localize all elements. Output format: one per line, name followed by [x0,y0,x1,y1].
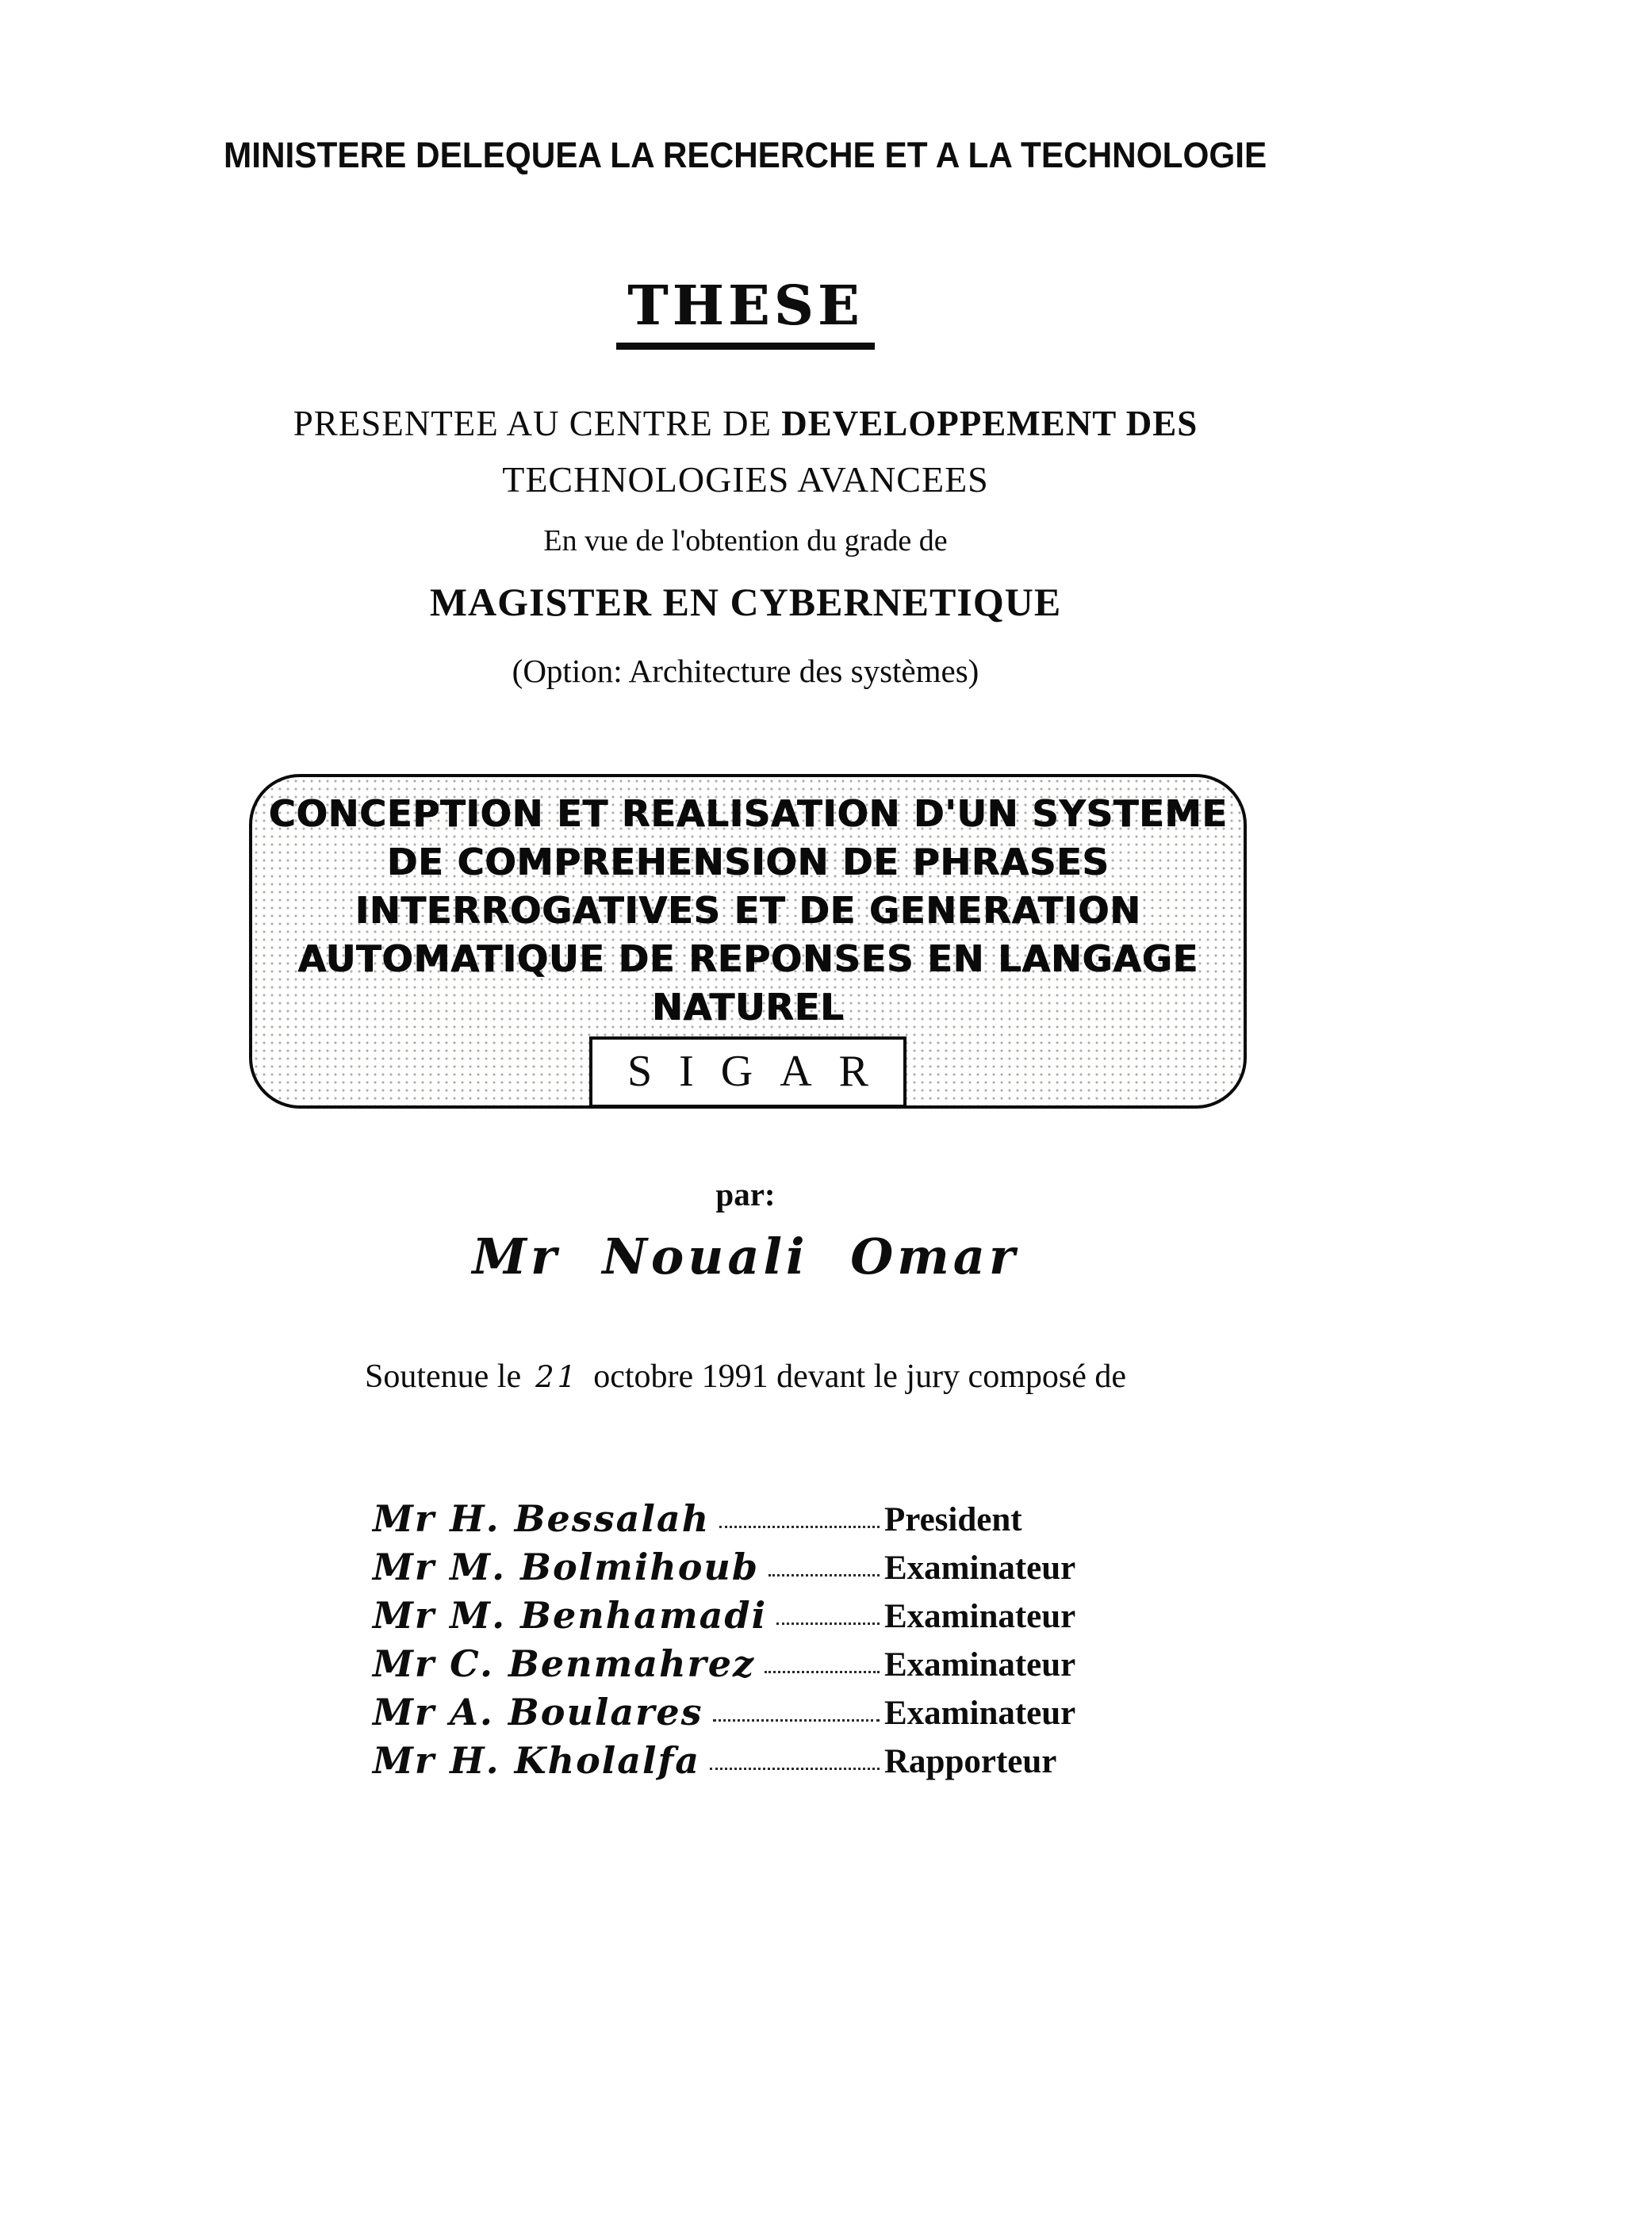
grade-intro-line: En vue de l'obtention du grade de [543,524,948,557]
presented-prefix: PRESENTEE AU CENTRE DE [293,404,782,443]
acronym-box: SIGAR [589,1036,906,1108]
dotted-leader [713,1719,880,1722]
dotted-leader [769,1574,880,1576]
subject-title-box [249,774,1247,1109]
jury-row [373,1731,1122,1780]
jury-list [373,1489,1122,1780]
defense-suffix: octobre 1991 devant le jury composé de [593,1358,1126,1395]
subject-title-line-2: DE COMPREHENSION DE PHRASES [386,841,1110,883]
author-name: Mr Nouali Omar [472,1228,1019,1285]
thesis-title: THESE [616,279,875,350]
jury-member-role: Examinateur [884,1597,1076,1635]
by-label: par: [715,1176,776,1213]
subject-title-line-4: AUTOMATIQUE DE REPONSES EN LANGAGE [297,937,1198,980]
jury-row [373,1634,1122,1683]
jury-member-role: Examinateur [884,1645,1076,1684]
jury-member-name: Mr H. Kholalfa [373,1738,701,1782]
subject-title-line-3: INTERROGATIVES ET DE GENERATION [355,889,1141,932]
subject-title-line-1: CONCEPTION ET REALISATION D'UN SYSTEME [268,792,1228,835]
jury-member-name: Mr A. Boulares [373,1690,703,1734]
ministry-line [0,135,1491,176]
jury-member-name: Mr C. Benmahrez [373,1642,756,1685]
jury-member-role: Examinateur [884,1549,1076,1587]
dotted-leader [776,1622,880,1625]
degree-line: MAGISTER EN CYBERNETIQUE [429,580,1062,624]
presented-bold: DEVELOPPEMENT DES [781,404,1198,443]
presented-line-2: TECHNOLOGIES AVANCEES [502,459,989,500]
jury-row [373,1586,1122,1637]
jury-row [373,1538,1122,1586]
jury-row [373,1683,1122,1734]
defense-line [0,1358,1491,1396]
subject-title-line-5: NATUREL [651,986,845,1029]
jury-member-role: President [884,1500,1022,1538]
jury-member-role: Rapporteur [884,1742,1057,1780]
dotted-leader [719,1526,880,1528]
defense-day: 21 [535,1360,580,1394]
jury-member-name: Mr M. Bolmihoub [373,1545,760,1588]
presented-line-1 [0,403,1491,444]
jury-row [373,1489,1122,1538]
ministry-text: MINISTERE DELEQUEA LA RECHERCHE ET A LA TECHNOLOGIE [224,135,1267,175]
dotted-leader [765,1671,880,1673]
thesis-title-block [0,274,1491,350]
jury-member-name: Mr M. Benhamadi [373,1593,768,1637]
defense-prefix: Soutenue le [364,1358,522,1395]
acronym-box-wrap [252,1036,1244,1108]
jury-member-role: Examinateur [884,1694,1076,1732]
option-line: (Option: Architecture des systèmes) [512,653,979,689]
jury-member-name: Mr H. Bessalah [373,1496,711,1540]
dotted-leader [710,1768,880,1770]
